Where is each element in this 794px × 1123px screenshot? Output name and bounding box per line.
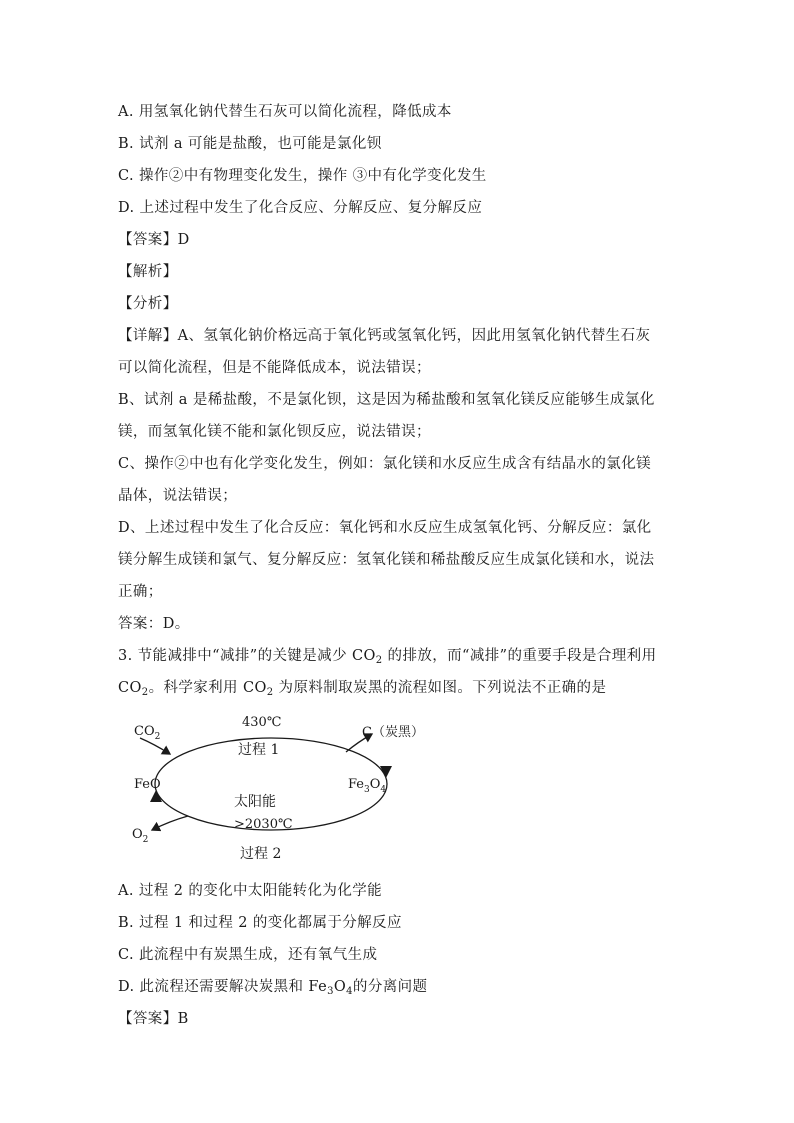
q3-stem-line1: 3. 节能减排中“减排”的关键是减少 $CO_2$ 的排放，而“减排”的重要手段是合理利用 (118, 648, 657, 666)
o2-out-arrow (152, 816, 188, 830)
q3-stem-line2: $CO_2$。科学家利用 $CO_2$ 为原料制取炭黑的流程如图。下列说法不正确的是 (118, 680, 607, 698)
answer-value: B (177, 1011, 189, 1027)
q2-detail-line: 可以简化流程，但是不能降低成本，说法错误； (118, 360, 431, 376)
fe3o4-arrowhead (380, 766, 392, 778)
fe3o4-label: $Fe_3O_4$ (348, 777, 387, 795)
process1-label: 过程 1 (238, 742, 280, 758)
feo-label: FeO (134, 777, 161, 792)
temp1-label: 430℃ (242, 715, 282, 730)
q3-answer (118, 1009, 189, 1029)
q2-detail-line: 镁分解生成镁和氯气、复分解反应：氢氧化镁和稀盐酸反应生成氯化镁和水，说法 (118, 552, 655, 568)
q2-option-d: D. 上述过程中发生了化合反应、分解反应、复分解反应 (118, 200, 483, 216)
answer-value: D (177, 232, 190, 248)
q2-detail-line: 【详解】A、氢氧化钠价格远高于氧化钙或氢氧化钙，因此用氢氧化钠代替生石灰 (118, 328, 651, 344)
q2-option-a: A. 用氢氧化钠代替生石灰可以简化流程，降低成本 (118, 104, 452, 120)
q2-detail-line: C、操作②中也有化学变化发生，例如：氯化镁和水反应生成含有结晶水的氯化镁 (118, 456, 651, 472)
co2-label: $CO_2$ (134, 724, 161, 742)
q2-fenxi-label: 【分析】 (118, 296, 178, 312)
q3-option-c: C. 此流程中有炭黑生成，还有氧气生成 (118, 947, 378, 963)
q2-option-c: C. 操作②中有物理变化发生，操作 ③中有化学变化发生 (118, 168, 487, 184)
q2-detail-line: 正确； (118, 584, 163, 600)
q3-option-d: D. 此流程还需要解决炭黑和 $Fe_3O_4$的分离问题 (118, 979, 428, 997)
q2-detail-line: D、上述过程中发生了化合反应：氧化钙和水反应生成氢氧化钙、分解反应：氯化 (118, 520, 652, 536)
answer-label: 【答案】 (118, 1011, 178, 1027)
q2-detail-line: 答案：D。 (118, 616, 190, 632)
q2-answer (118, 230, 190, 250)
q2-option-b: B. 试剂 a 可能是盐酸，也可能是氯化钡 (118, 136, 382, 152)
solar-label: 太阳能 (234, 794, 276, 810)
answer-label: 【答案】 (118, 232, 178, 248)
q2-analysis-label: 【解析】 (118, 264, 178, 280)
temp2-label: >2030℃ (234, 817, 293, 832)
q2-detail-line: 晶体，说法错误； (118, 488, 238, 504)
carbon-black-flow-diagram (128, 708, 424, 868)
carbon-label: C（炭黑） (362, 725, 424, 740)
q2-detail-line: B、试剂 a 是稀盐酸，不是氯化钡，这是因为稀盐酸和氢氧化镁反应能够生成氯化 (118, 392, 655, 408)
process2-label: 过程 2 (240, 846, 282, 862)
q3-option-b: B. 过程 1 和过程 2 的变化都属于分解反应 (118, 915, 402, 931)
q3-option-a: A. 过程 2 的变化中太阳能转化为化学能 (118, 883, 383, 899)
o2-label: $O_2$ (132, 827, 149, 845)
q2-detail-line: 镁，而氢氧化镁不能和氯化钡反应，说法错误； (118, 424, 431, 440)
